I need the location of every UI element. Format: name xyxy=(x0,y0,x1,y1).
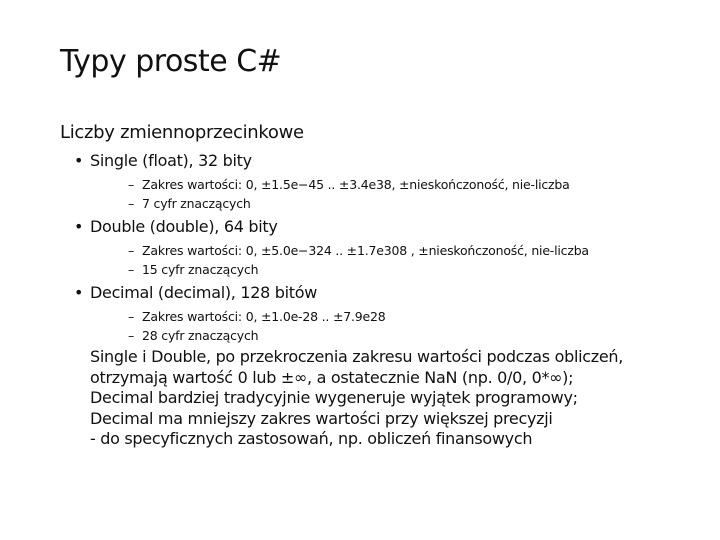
double-precision-item xyxy=(128,262,258,277)
note-line: Single i Double, po przekroczenia zakresu wartości podczas obliczeń, xyxy=(90,347,623,366)
double-range-text: Zakres wartości: 0, ±5.0e−324 .. ±1.7e308 , ±nieskończoność, nie-liczba xyxy=(142,243,589,258)
bullet-dot: • xyxy=(74,283,84,302)
note-line: Decimal ma mniejszy zakres wartości przy większej precyzji xyxy=(90,408,553,428)
dash-glyph: – xyxy=(128,309,135,324)
section-heading: Liczby zmiennoprzecinkowe xyxy=(60,122,304,143)
decimal-precision-item xyxy=(128,328,258,343)
single-range-item xyxy=(128,177,570,192)
bullet-decimal-label: Decimal (decimal), 128 bitów xyxy=(90,283,318,302)
double-precision-text: 15 cyfr znaczących xyxy=(142,262,259,277)
decimal-precision-text: 28 cyfr znaczących xyxy=(142,328,259,343)
dash-glyph: – xyxy=(128,262,135,277)
note-line: - do specyficznych zastosowań, np. obliczeń finansowych xyxy=(90,429,533,448)
overflow-note xyxy=(90,347,623,450)
dash-glyph: – xyxy=(128,328,135,343)
bullet-decimal xyxy=(74,283,317,302)
bullet-single xyxy=(74,151,252,170)
slide-title: Typy proste C# xyxy=(60,44,282,79)
note-line: Decimal bardziej tradycyjnie wygeneruje wyjątek programowy; xyxy=(90,388,578,407)
dash-glyph: – xyxy=(128,177,135,192)
double-range-item xyxy=(128,243,589,258)
dash-glyph: – xyxy=(128,243,135,258)
dash-glyph: – xyxy=(128,196,135,211)
bullet-double-label: Double (double), 64 bity xyxy=(90,217,278,236)
single-precision-text: 7 cyfr znaczących xyxy=(142,196,251,211)
bullet-dot: • xyxy=(74,151,84,170)
single-precision-item xyxy=(128,196,251,211)
note-line: otrzymają wartość 0 lub ±∞, a ostatecznie NaN (np. 0/0, 0*∞); xyxy=(90,367,574,387)
bullet-double xyxy=(74,217,278,236)
decimal-range-item xyxy=(128,309,386,324)
bullet-single-label: Single (float), 32 bity xyxy=(90,151,252,170)
decimal-range-text: Zakres wartości: 0, ±1.0e-28 .. ±7.9e28 xyxy=(142,309,386,324)
single-range-text: Zakres wartości: 0, ±1.5e−45 .. ±3.4e38, ±nieskończoność, nie-liczba xyxy=(142,177,570,192)
bullet-dot: • xyxy=(74,217,84,236)
